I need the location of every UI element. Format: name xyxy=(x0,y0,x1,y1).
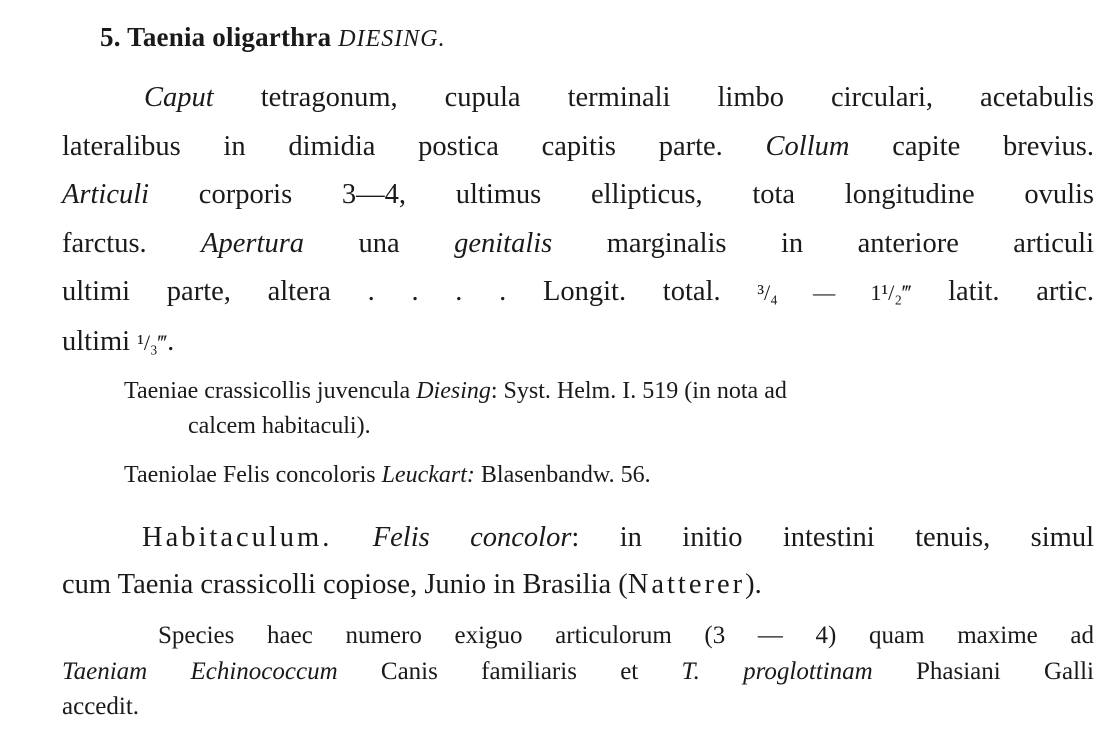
description-text: . xyxy=(167,325,175,357)
habitat-paragraph xyxy=(62,514,1094,608)
synonym-continuation: calcem habitaculi). xyxy=(188,413,371,439)
description-text: tetragonum, cupula terminali limbo circulari, acetabulis xyxy=(213,82,1094,113)
species-reference: T. proglottinam xyxy=(681,657,873,685)
remark-line-2 xyxy=(62,654,1094,690)
habitat-line-1 xyxy=(62,514,1094,561)
term-caput: Caput xyxy=(144,82,214,113)
width-measure: ¹/₃‴ xyxy=(137,329,168,355)
habitat-text: : in initio intestini tenuis, simul xyxy=(571,522,1095,553)
description-line-5 xyxy=(62,268,1094,318)
habitat-line-2 xyxy=(62,561,1094,608)
description-text: una xyxy=(304,227,455,259)
synonym-entry-1 xyxy=(124,374,1094,444)
synonym-line xyxy=(124,374,1094,409)
spacer xyxy=(332,522,372,553)
remark-text: accedit. xyxy=(62,693,140,720)
term-collum: Collum xyxy=(765,130,850,162)
species-heading xyxy=(100,22,446,53)
species-reference: Taeniam Echinococcum xyxy=(62,657,338,685)
species-author: DIESING. xyxy=(338,26,446,52)
description-line-2 xyxy=(62,123,1094,172)
collector-name: Natterer xyxy=(627,569,746,600)
term-genitalis: genitalis xyxy=(454,227,553,259)
species-description xyxy=(62,74,1094,367)
synonym-author: Leuckart: xyxy=(381,462,475,488)
remark-line-1 xyxy=(62,618,1094,654)
remark-line-3 xyxy=(62,689,1094,725)
habitat-label: Habitaculum. xyxy=(142,522,333,553)
length-measure: ³/₄ — 1¹/₂‴ xyxy=(757,280,912,305)
synonym-reference: Blasenbandw. 56. xyxy=(474,462,651,488)
description-text: lateralibus in dimidia postica capitis parte. xyxy=(62,130,766,162)
term-apertura: Apertura xyxy=(201,227,305,259)
description-line-3 xyxy=(62,171,1094,220)
description-text: latit. artic. xyxy=(911,276,1094,307)
description-line-4 xyxy=(62,220,1094,269)
remark-text: Canis familiaris et xyxy=(337,657,682,685)
synonym-text: Taeniae crassicollis juvencula xyxy=(124,378,417,404)
description-text: ultimi parte, altera . . . . Longit. total. xyxy=(62,276,758,307)
synonym-text: Taeniolae Felis concoloris xyxy=(124,462,382,488)
synonym-line xyxy=(124,458,1094,493)
description-text: marginalis in anteriore articuli xyxy=(552,227,1095,259)
description-text: corporis 3—4, ultimus ellipticus, tota longitudine ovulis xyxy=(149,179,1094,210)
description-text: ultimi xyxy=(62,325,138,357)
synonym-entry-2 xyxy=(124,458,1094,493)
species-name: Taenia oligarthra xyxy=(127,22,332,52)
habitat-text: ). xyxy=(745,569,762,600)
remark-text: Phasiani Galli xyxy=(872,657,1094,685)
description-text: farctus. xyxy=(62,227,202,259)
description-line-1 xyxy=(62,74,1094,123)
term-articuli: Articuli xyxy=(62,179,150,210)
habitat-text: cum Taenia crassicolli copiose, Junio in Brasilia ( xyxy=(62,569,628,600)
description-line-6 xyxy=(62,318,1094,368)
species-number: 5. xyxy=(100,22,121,52)
description-text: capite brevius. xyxy=(849,130,1095,162)
host-name: Felis concolor xyxy=(372,522,572,553)
remark-paragraph xyxy=(62,618,1094,725)
remark-text: Species haec numero exiguo articulorum (3 — 4) quam maxime ad xyxy=(158,622,1094,649)
synonym-reference: : Syst. Helm. I. 519 (in nota ad xyxy=(490,378,787,404)
synonym-author: Diesing xyxy=(416,378,491,404)
